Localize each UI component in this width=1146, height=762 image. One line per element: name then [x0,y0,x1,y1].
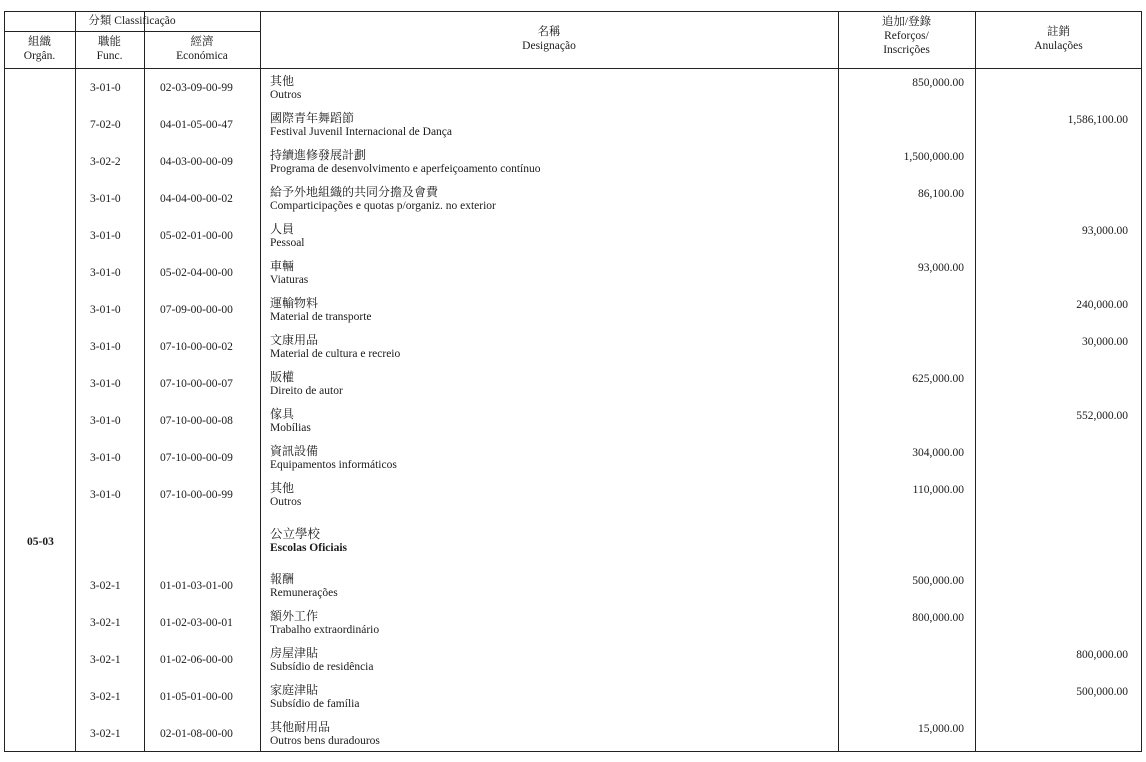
reforcos-amount: 500,000.00 [912,575,964,587]
designation-cn: 其他 [270,74,295,88]
func-code: 3-01-0 [90,230,121,242]
designation-cn: 持續進修發展計劃 [270,148,367,162]
table-row [0,720,1146,757]
econ-code: 05-02-04-00-00 [160,267,233,279]
table-row [0,333,1146,370]
designation-cn: 版權 [270,370,295,384]
designation-pt: Material de cultura e recreio [270,348,401,360]
func-code: 3-01-0 [90,489,121,501]
table-row [0,572,1146,609]
econ-code: 07-09-00-00-00 [160,304,233,316]
header-econ-pt: Económica [176,50,228,62]
reforcos-amount: 15,000.00 [918,723,964,735]
designation-cn: 國際青年舞蹈節 [270,111,355,125]
designation-cn: 運輸物料 [270,296,319,310]
header-anu-cn: 註銷 [1047,26,1070,38]
table-row [0,646,1146,683]
reforcos-amount: 93,000.00 [918,262,964,274]
header-organ-pt: Orgân. [23,50,56,62]
func-code: 3-02-2 [90,156,121,168]
header-ref-pt2: Inscrições [883,44,930,56]
header-designacao [260,25,838,53]
header-func [75,35,144,63]
header-func-cn: 職能 [98,36,121,48]
designation-pt: Comparticipações e quotas p/organiz. no exterior [270,200,496,212]
designation-cn: 房屋津貼 [270,646,319,660]
designation-pt: Trabalho extraordinário [270,624,380,636]
econ-code: 04-04-00-00-02 [160,193,233,205]
table-row [0,444,1146,481]
designation-pt: Remunerações [270,587,338,599]
header-organ [4,35,75,63]
econ-code: 04-01-05-00-47 [160,119,233,131]
designation-cn: 給予外地組織的共同分擔及會費 [270,185,439,199]
func-code: 3-01-0 [90,341,121,353]
header-econ [144,35,260,63]
econ-code: 07-10-00-00-08 [160,415,233,427]
table-row [0,407,1146,444]
designation-pt: Equipamentos informáticos [270,459,397,471]
header-func-pt: Func. [96,50,123,62]
designation-cn: 文康用品 [270,333,319,347]
designation-pt: Outros bens duradouros [270,735,380,747]
header-anulacoes [975,25,1142,53]
econ-code: 01-05-01-00-00 [160,691,233,703]
func-code: 3-02-1 [90,728,121,740]
org-code: 05-03 [27,536,54,548]
econ-code: 01-02-03-00-01 [160,617,233,629]
table-row [0,481,1146,518]
designation-cn: 額外工作 [270,609,319,623]
func-code: 3-02-1 [90,617,121,629]
reforcos-amount: 625,000.00 [912,373,964,385]
designation-pt: Outros [270,89,302,101]
header-classificacao: 分類 Classificação [88,15,176,27]
designation-cn: 其他耐用品 [270,720,331,734]
header-organ-cn: 組織 [28,36,51,48]
table-row [0,222,1146,259]
table-row [0,683,1146,720]
reforcos-amount: 86,100.00 [918,188,964,200]
func-code: 3-01-0 [90,452,121,464]
designation-pt: Material de transporte [270,311,372,323]
designation-cn: 人員 [270,222,295,236]
designation-pt: Subsídio de família [270,698,360,710]
anulacoes-amount: 93,000.00 [1082,225,1128,237]
grid-line [4,68,1142,69]
header-ref-cn: 追加/登錄 [881,16,932,28]
section-title-pt: Escolas Oficiais [270,542,347,554]
designation-pt: Festival Juvenil Internacional de Dança [270,126,453,138]
econ-code: 02-01-08-00-00 [160,728,233,740]
designation-cn: 傢具 [270,407,295,421]
func-code: 3-01-0 [90,193,121,205]
econ-code: 01-01-03-01-00 [160,580,233,592]
econ-code: 05-02-01-00-00 [160,230,233,242]
table-row [0,148,1146,185]
designation-pt: Mobílias [270,422,311,434]
func-code: 3-01-0 [90,267,121,279]
econ-code: 07-10-00-00-09 [160,452,233,464]
anulacoes-amount: 30,000.00 [1082,336,1128,348]
reforcos-amount: 110,000.00 [912,484,964,496]
func-code: 3-02-1 [90,654,121,666]
table-row [0,370,1146,407]
func-code: 3-01-0 [90,82,121,94]
func-code: 3-01-0 [90,304,121,316]
designation-pt: Programa de desenvolvimento e aperfeiçoamento contínuo [270,163,541,175]
designation-cn: 車輛 [270,259,295,273]
table-row [0,74,1146,111]
anulacoes-amount: 500,000.00 [1076,686,1128,698]
func-code: 3-01-0 [90,415,121,427]
reforcos-amount: 850,000.00 [912,77,964,89]
func-code: 3-02-1 [90,691,121,703]
designation-cn: 其他 [270,481,295,495]
designation-cn: 家庭津貼 [270,683,319,697]
econ-code: 07-10-00-00-02 [160,341,233,353]
econ-code: 01-02-06-00-00 [160,654,233,666]
func-code: 7-02-0 [90,119,121,131]
designation-pt: Pessoal [270,237,305,249]
econ-code: 07-10-00-00-99 [160,489,233,501]
econ-code: 07-10-00-00-07 [160,378,233,390]
reforcos-amount: 1,500,000.00 [903,151,964,163]
reforcos-amount: 304,000.00 [912,447,964,459]
table-row [0,609,1146,646]
designation-pt: Subsídio de residência [270,661,374,673]
header-anu-pt: Anulações [1034,40,1083,52]
designation-pt: Direito de autor [270,385,343,397]
func-code: 3-01-0 [90,378,121,390]
header-desig-pt: Designação [522,40,576,52]
designation-cn: 資訊設備 [270,444,319,458]
designation-cn: 報酬 [270,572,295,586]
anulacoes-amount: 1,586,100.00 [1067,114,1128,126]
func-code: 3-02-1 [90,580,121,592]
table-row [0,296,1146,333]
header-ref-pt1: Reforços/ [884,30,929,42]
grid-line [4,31,260,32]
anulacoes-amount: 552,000.00 [1076,410,1128,422]
header-econ-cn: 經濟 [190,36,214,48]
header-desig-cn: 名稱 [537,26,561,38]
table-row [0,185,1146,222]
table-row [0,259,1146,296]
econ-code: 02-03-09-00-99 [160,82,233,94]
section-title-cn: 公立學校 [270,526,321,541]
anulacoes-amount: 240,000.00 [1076,299,1128,311]
designation-pt: Outros [270,496,302,508]
designation-pt: Viaturas [270,274,309,286]
reforcos-amount: 800,000.00 [912,612,964,624]
table-row [0,111,1146,148]
anulacoes-amount: 800,000.00 [1076,649,1128,661]
header-reforcos [838,15,975,57]
econ-code: 04-03-00-00-09 [160,156,233,168]
